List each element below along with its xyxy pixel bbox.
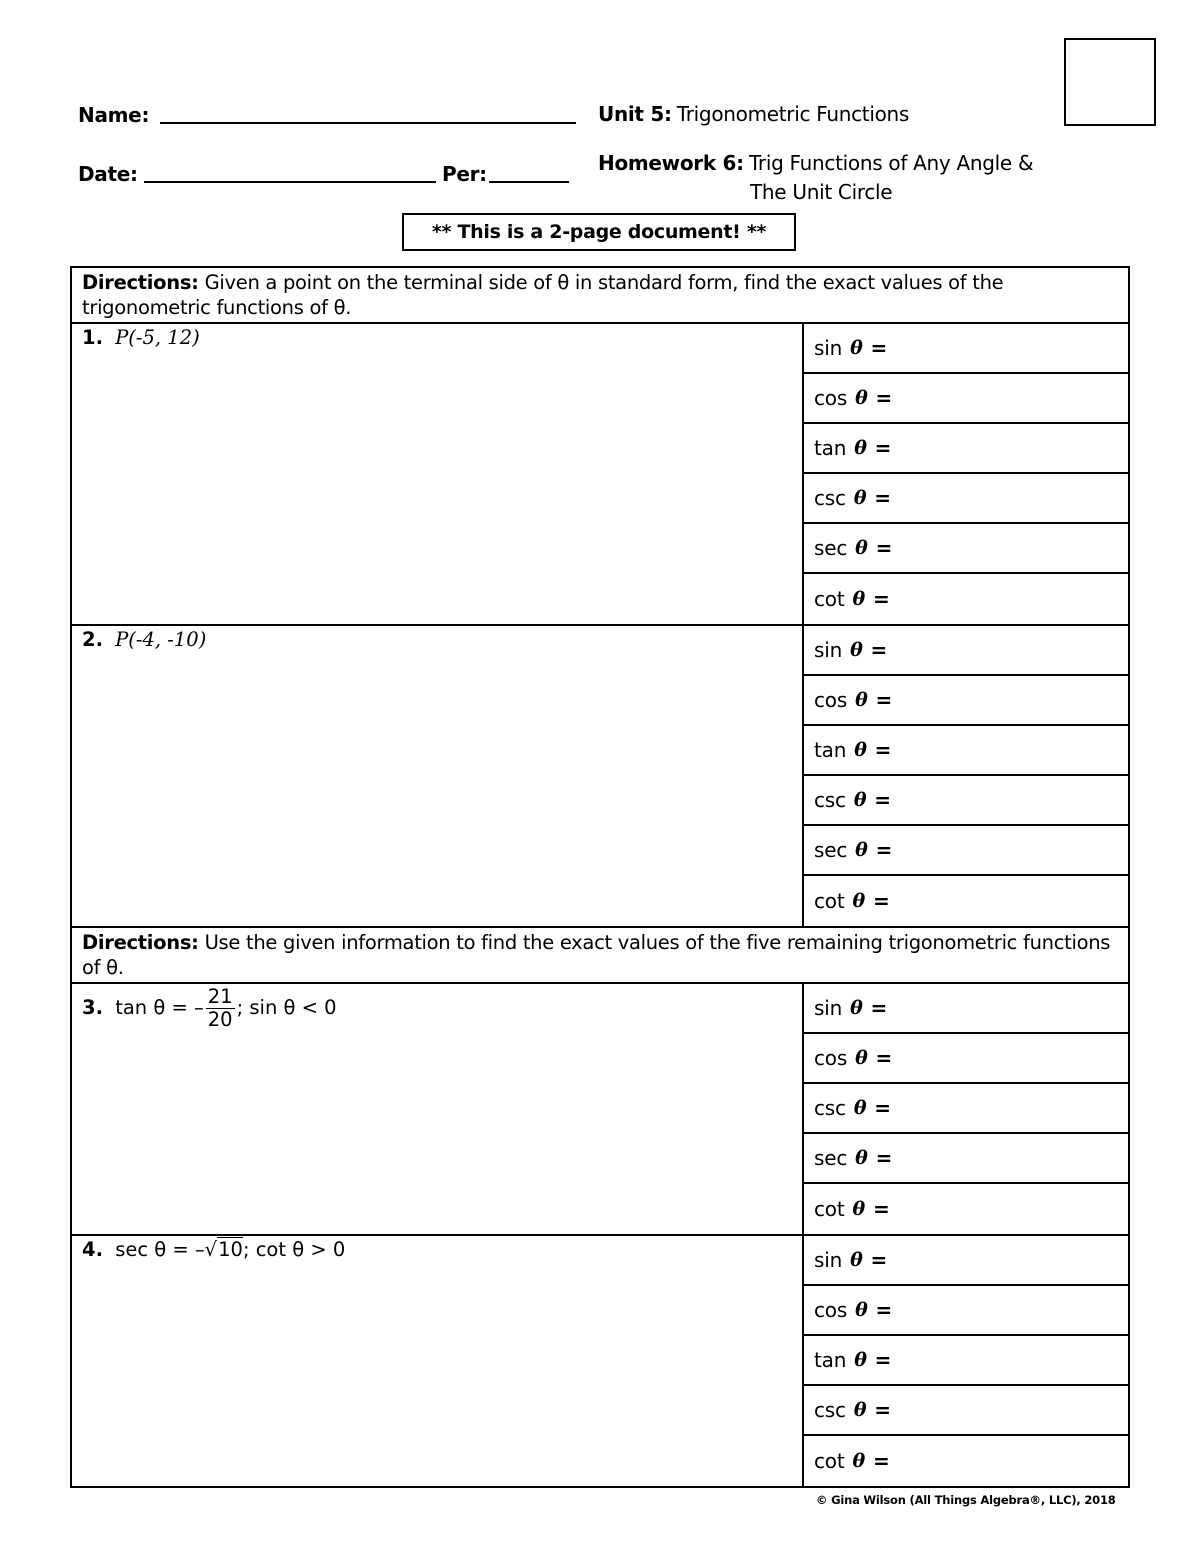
equals-sign: = [875,386,893,410]
equals-sign: = [874,1398,891,1422]
theta-symbol: θ [855,689,868,711]
theta-symbol: θ [850,639,863,661]
function-name: csc [814,1398,846,1422]
answer-sin[interactable] [804,626,1128,676]
answer-cot[interactable] [804,574,1128,624]
theta-symbol: θ [854,437,867,459]
theta-symbol: θ [853,487,867,509]
problem-function: tan θ = – [115,996,204,1019]
fraction [206,986,235,1031]
directions-label: Directions: [82,271,199,294]
problem-4-work-area[interactable] [72,1236,804,1486]
name-label: Name: [78,103,150,127]
answer-column [804,984,1128,1234]
problem-4 [72,1236,1128,1486]
directions-text: Use the given information to find the exact values of the five remaining trigonometric functions of θ. [82,931,1111,979]
fraction-numerator: 21 [207,985,233,1008]
equals-sign: = [870,336,888,360]
answer-sec[interactable] [804,524,1128,574]
problem-1 [72,324,1128,626]
function-name: sec [814,536,848,560]
theta-symbol: θ [853,789,867,811]
equals-sign: = [872,1197,890,1221]
unit-heading [598,102,909,126]
function-name: sin [814,638,843,662]
theta-symbol: θ [853,1399,867,1421]
worksheet-table [70,266,1130,1488]
function-name: cos [814,688,848,712]
theta-symbol: θ [855,1047,868,1069]
function-name: tan [814,1348,847,1372]
copyright-footer: © Gina Wilson (All Things Algebra®, LLC), 2018 [816,1493,1116,1507]
function-name: cos [814,386,848,410]
answer-tan[interactable] [804,726,1128,776]
function-name: cos [814,1298,848,1322]
answer-cos[interactable] [804,1286,1128,1336]
answer-cos[interactable] [804,676,1128,726]
equals-sign: = [874,738,892,762]
function-name: cot [814,1449,845,1473]
answer-tan[interactable] [804,1336,1128,1386]
problem-number: 1. [82,326,103,349]
function-name: sin [814,336,843,360]
answer-column [804,1236,1128,1486]
problem-2-work-area[interactable] [72,626,804,926]
function-name: sin [814,996,843,1020]
problem-number: 3. [82,996,103,1019]
answer-cot[interactable] [804,1436,1128,1486]
problem-prompt: P(-5, 12) [115,326,200,349]
answer-cot[interactable] [804,876,1128,926]
unit-title: Trigonometric Functions [676,102,910,126]
two-page-notice: ** This is a 2-page document! ** [402,213,796,251]
function-name: tan [814,436,847,460]
equals-sign: = [875,536,893,560]
answer-sin[interactable] [804,1236,1128,1286]
theta-symbol: θ [852,890,865,912]
period-label: Per: [442,162,487,186]
answer-cos[interactable] [804,374,1128,424]
equals-sign: = [872,1449,890,1473]
theta-symbol: θ [850,337,863,359]
name-field[interactable] [160,122,576,124]
answer-column [804,626,1128,926]
directions-section-2 [72,928,1128,984]
answer-sec[interactable] [804,826,1128,876]
equals-sign: = [875,688,893,712]
function-name: cos [814,1046,848,1070]
homework-title-line2: The Unit Circle [750,180,893,204]
problem-condition: ; sin θ < 0 [236,996,337,1019]
problem-1-work-area[interactable] [72,324,804,624]
theta-symbol: θ [852,1450,865,1472]
date-label: Date: [78,162,138,186]
equals-sign: = [872,587,890,611]
homework-title-line1: Trig Functions of Any Angle & [748,151,1034,175]
answer-cos[interactable] [804,1034,1128,1084]
answer-sin[interactable] [804,324,1128,374]
theta-symbol: θ [855,1147,868,1169]
function-name: csc [814,486,846,510]
problem-3 [72,984,1128,1236]
equals-sign: = [874,486,891,510]
problem-condition: ; cot θ > 0 [242,1238,346,1261]
equals-sign: = [875,838,893,862]
homework-heading [598,151,1033,175]
theta-symbol: θ [850,1249,863,1271]
function-name: cot [814,1197,845,1221]
homework-label: Homework 6: [598,151,744,175]
theta-symbol: θ [853,1097,867,1119]
problem-function: sec θ = –√ [115,1238,218,1261]
answer-tan[interactable] [804,424,1128,474]
date-field[interactable] [144,181,436,183]
answer-csc[interactable] [804,1084,1128,1134]
equals-sign: = [872,889,890,913]
theta-symbol: θ [855,387,868,409]
answer-cot[interactable] [804,1184,1128,1234]
problem-number: 2. [82,628,103,651]
function-name: csc [814,788,846,812]
score-box[interactable] [1064,38,1156,126]
answer-column [804,324,1128,624]
directions-section-1 [72,268,1128,324]
theta-symbol: θ [855,537,868,559]
equals-sign: = [875,1146,893,1170]
fraction-denominator: 20 [207,1008,233,1031]
equals-sign: = [874,436,892,460]
equals-sign: = [870,1248,888,1272]
equals-sign: = [874,1348,892,1372]
function-name: sin [814,1248,843,1272]
directions-text: Given a point on the terminal side of θ in standard form, find the exact values of the trigonometric functions of θ. [82,271,1004,319]
theta-symbol: θ [855,1299,868,1321]
unit-label: Unit 5: [598,102,672,126]
theta-symbol: θ [852,1198,865,1220]
answer-csc[interactable] [804,474,1128,524]
function-name: sec [814,838,848,862]
theta-symbol: θ [855,839,868,861]
answer-sec[interactable] [804,1134,1128,1184]
problem-prompt: P(-4, -10) [115,628,207,651]
equals-sign: = [875,1046,893,1070]
function-name: csc [814,1096,846,1120]
equals-sign: = [870,638,888,662]
equals-sign: = [875,1298,893,1322]
answer-csc[interactable] [804,1386,1128,1436]
problem-3-work-area[interactable] [72,984,804,1234]
equals-sign: = [870,996,888,1020]
theta-symbol: θ [854,1349,867,1371]
problem-number: 4. [82,1238,103,1261]
function-name: cot [814,587,845,611]
period-field[interactable] [489,181,569,183]
theta-symbol: θ [852,588,865,610]
directions-label: Directions: [82,931,199,954]
function-name: cot [814,889,845,913]
answer-sin[interactable] [804,984,1128,1034]
theta-symbol: θ [854,739,867,761]
equals-sign: = [874,1096,891,1120]
function-name: tan [814,738,847,762]
equals-sign: = [874,788,891,812]
function-name: sec [814,1146,848,1170]
radicand: 10 [218,1238,243,1261]
problem-2 [72,626,1128,928]
theta-symbol: θ [850,997,863,1019]
answer-csc[interactable] [804,776,1128,826]
